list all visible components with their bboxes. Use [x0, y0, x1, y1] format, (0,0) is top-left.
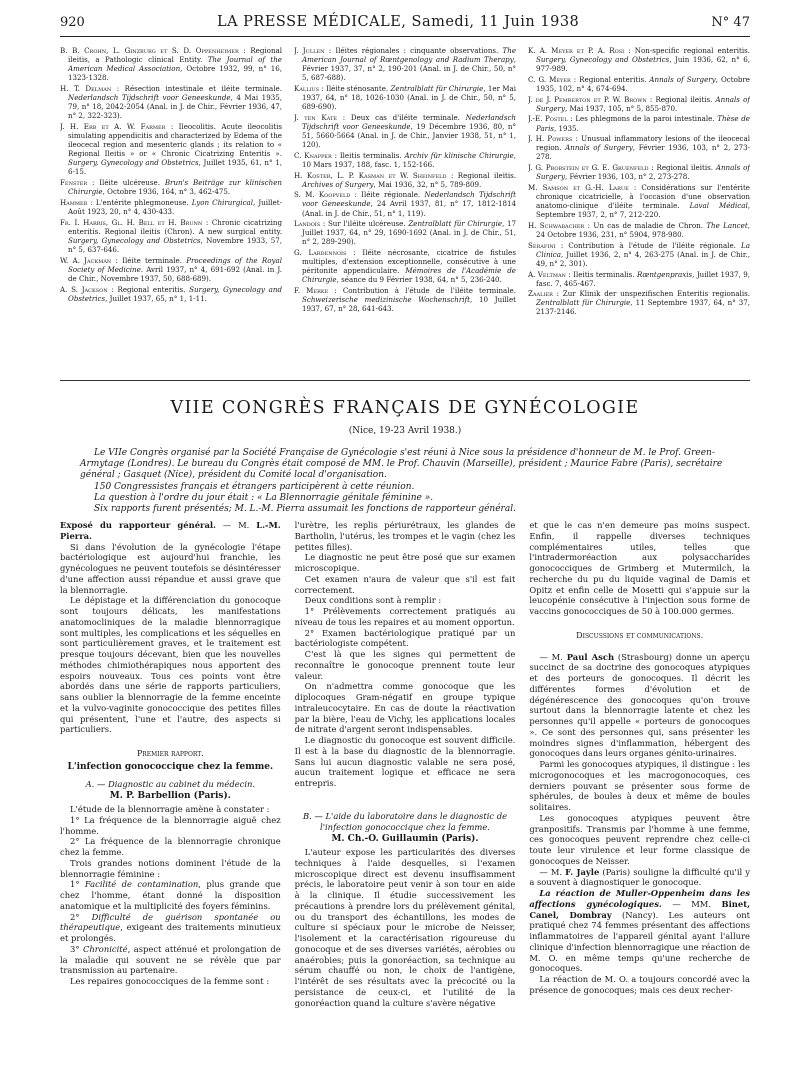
text-run: L'auteur expose les particularités des diverses techniques à l'aide desquelles, si l'examen microscopique direct est devenu insuffisamment précis, le laboratoire peut venir à son tour en aide à la clinique. Il étudie successivement les précautions à prendre lors du prélèvement génital, ou du transport des échantillons, les modes de culture si spéciaux pour le microbe de Neisser, l'isolement et la caractérisation rigoureuse du gonocoque et de ses diverses variétés, aérobies ou anaérobies; puis la gonoréaction, sa technique au sérum chauffé ou non, le choix de l'antigène, l'intérêt de ses résultats avec la précocité ou la persistance de ceux-ci, et l'utilité de la gonoréaction quand la culture s'avère négative — [294, 847, 516, 1008]
text-run: (Paris) souligne la difficulté qu'il y a souvent à diagnostiquer le gonocoque. — [529, 866, 751, 888]
reference-title: : Contribution à l'étude de l'iléite terminale. — [328, 286, 516, 296]
reference-entry — [60, 256, 282, 283]
reference-author: J. de J. Pemberton et P. W. Brown — [528, 94, 647, 104]
reference-author: C. G. Meyer — [528, 74, 571, 84]
bold-run: Paul Asch — [566, 651, 615, 662]
text-run: Le diagnostic ne peut être posé que sur examen microscopique. — [294, 552, 516, 573]
reference-entry — [528, 241, 750, 268]
intro-paragraph: 150 Congressistes français et étrangers participèrent à cette réunion. — [94, 481, 415, 492]
reference-details: , Juillet 1937, 9, fasc. 7, 465-467. — [536, 269, 750, 288]
reference-entry — [528, 270, 750, 288]
text-run: Les repaires gonococciques de la femme sont : — [70, 976, 270, 986]
reference-entry — [60, 178, 282, 196]
reference-title: : Iléite terminale. — [111, 255, 187, 265]
article-paragraph — [529, 888, 750, 974]
reference-journal: La Clinica — [536, 240, 750, 259]
reference-details: , 10 Mars 1937, 188, fasc. 1, 152-166. — [302, 150, 516, 169]
article-body — [60, 520, 750, 1076]
reference-entry — [528, 221, 750, 239]
reference-journal: Surgery, Gynecology and Obstetrics — [536, 55, 670, 65]
reference-author: A. Veltman — [528, 269, 566, 279]
text-run: (Nancy). Les auteurs ont pratiqué chez 74 femmes présentant des affections inflammatoires de l'appareil génital ayant l'allure clinique d'infection blennorragique une réaction de M. O. en même temps qu'une recherche de gonocoques. — [529, 909, 751, 974]
text-run: l'urètre, les replis périurétraux, les glandes de Bartholin, l'utérus, les trompes et le vagin (chez les petites filles). — [294, 520, 516, 552]
text-run: , exigeant des traitements minutieux et prolongés. — [60, 922, 281, 943]
reference-journal: Annals of Surgery — [565, 143, 633, 153]
reference-journal: Zentralblatt für Chirurgie — [390, 83, 484, 93]
reference-title: : Regional enteritis. — [107, 284, 190, 294]
spacer — [60, 735, 281, 743]
reference-title: : Considérations sur l'entérite chronique cicatricielle, à l'occasion d'une observation anatomo-clinique d'iléite terminale. — [536, 182, 750, 211]
intro-paragraph: La question à l'ordre du jour était : « La Blennorragie génitale féminine ». — [94, 492, 434, 503]
text-run: Discussions et communications. — [576, 630, 704, 640]
reference-entry — [294, 171, 516, 189]
text-run: 2° Examen bactériologique pratiqué par un bactériologiste compétent. — [294, 627, 516, 649]
text-run: M. Ch.-O. Guillaumin (Paris). — [331, 834, 479, 845]
reference-entry — [60, 46, 282, 82]
article-paragraph — [60, 944, 281, 976]
reference-details: . Avril 1937, n° 4, 691-692 (Anal. in J. de Chir., Novembre 1937, 50, 688-689). — [68, 264, 282, 283]
reference-journal: Surgery, Gynecology and Obstetrics — [68, 158, 199, 168]
article-paragraph — [295, 847, 516, 1008]
text-run: Cet examen n'aura de valeur que s'il est fait correctement. — [294, 573, 516, 595]
reference-entry — [294, 151, 516, 169]
article-paragraph — [529, 759, 750, 813]
reference-details: , 11 Septembre 1937, 64, n° 37, 2137-2146. — [536, 298, 750, 317]
reference-title: : Sur l'iléite ulcéreuse. — [320, 219, 409, 229]
text-run: , plus grande que chez l'homme, étant donné la disposition anatomique et la multiplicité des foyers féminins. — [60, 879, 281, 911]
reference-author: Serafini — [528, 240, 556, 250]
text-run: Parmi les gonocoques atypiques, il distingue : les microgonocoques et les macrogonocoques, ces derniers pouvant se présenter sous forme de sphérules, de boules à deux et même de boules solitaires. — [529, 759, 751, 812]
reference-title: : Non-specific regional enteritis. — [624, 46, 750, 55]
text-run: La réaction de M. O. a toujours concordé avec la présence de gonocoques; mais ces deux recher- — [529, 974, 751, 995]
text-run: (Strasbourg) donne un aperçu succinct de sa doctrine des gonocoques atypiques et des porteurs de gonocoques. Il décrit les différentes formes d'évolution et de dégénérescence des gonocoques qu'on trouve surtout dans la blennorragie latente et chez les personnes qu'il appelle « porteurs de gonocoques ». Ce sont des personnes qui, sans présenter les moindres signes d'inflammation, hébergent des gonocoques dans leurs organes génito-urinaires. — [529, 651, 751, 759]
article-paragraph — [295, 834, 516, 845]
italic-run: Chronicité — [82, 943, 128, 954]
reference-title: : Les phlegmons de la paroi intestinale. — [567, 114, 718, 124]
reference-entry — [294, 46, 516, 82]
spacer — [295, 789, 516, 797]
references-column-1 — [60, 46, 282, 376]
reference-journal: Nederlandsch Tijdschrift voor Geneeskunde — [302, 190, 516, 209]
congress-subtitle: (Nice, 19-23 Avril 1938.) — [348, 426, 462, 436]
reference-author: J. Jullen — [294, 46, 325, 55]
reference-author: F. Merke — [294, 286, 329, 296]
reference-journal: Nederlandsch Tijdschrift voor Geneeskunde — [302, 112, 516, 131]
article-paragraph — [529, 652, 750, 760]
reference-journal: Schweizerische medizinische Wochenschrift — [302, 295, 471, 305]
reference-author: B. B. Crohn, L. Ginzburg et S. D. Oppenheimer — [60, 46, 239, 55]
reference-journal: Annals of Surgery — [536, 94, 750, 113]
reference-journal: Zentralblatt für Chirurgie — [408, 219, 503, 229]
reference-title: : Ileocolitis. Acute ileocolitis simulating appendicitis and characterized by Edema of the ileocecal region and mesenteric glands ; its relation to « Regional Ileitis » or « Chronic Cicatrizing Enteritis ». — [68, 121, 282, 159]
reference-details: , Octobre 1936, 164, n° 3, 462-475. — [102, 187, 231, 197]
congress-title: VIIE CONGRÈS FRANÇAIS DE GYNÉCOLOGIE — [170, 398, 640, 418]
article-paragraph — [60, 858, 281, 880]
intro-paragraph: Le VIIe Congrès organisé par la Société Française de Gynécologie s'est réuni à Nice sous la présidence d'honneur de M. le Prof. Green-Armytage (Londres). Le bureau du Congrès était composé de MM. le Prof. Chauvin (Marseille), président ; Maurice Fabre (Paris), secrétaire général ; Gasquet (Nice), président du Comité local d'organisation. — [80, 448, 723, 481]
reference-title: : Iléite régionale. — [350, 190, 425, 200]
article-paragraph — [60, 912, 281, 944]
reference-entry — [60, 122, 282, 177]
text-run: Premier rapport. — [136, 749, 204, 758]
reference-author: Fenster — [60, 178, 88, 188]
text-run: — M. — [215, 520, 257, 530]
article-column-1 — [60, 520, 281, 1076]
article-column-3 — [529, 520, 750, 1076]
reference-journal: Archiv für klinische Chirurgie — [404, 150, 514, 160]
reference-journal: Archives of Surgery — [302, 179, 374, 189]
article-paragraph — [529, 520, 750, 617]
text-run: Trois grandes notions dominent l'étude de la blennorragie féminine : — [60, 857, 281, 879]
reference-title: : Résection intestinale et iléite terminale. — [111, 83, 282, 93]
reference-title: : Deux cas d'iléite terminale. — [337, 112, 466, 122]
bold-run: Exposé du rapporteur général. — [60, 520, 216, 530]
reference-journal: Rœntgenpraxis — [636, 269, 693, 279]
reference-journal: Annals of Surgery — [536, 163, 750, 182]
reference-author: Landois — [294, 219, 321, 229]
reference-title: : Unusual inflammatory lesions of the ileocecal region. — [536, 134, 750, 153]
reference-author: H. Schwabacher — [528, 220, 585, 230]
article-paragraph — [60, 779, 281, 790]
reference-details: , Mai 1937, 105, n° 5, 855-870. — [564, 103, 678, 113]
references-column-3 — [528, 46, 750, 376]
reference-title: : L'entérite phlegmoneuse. — [87, 197, 192, 207]
reference-details: , 24 Avril 1937, 81, n° 17, 1812-1814 (Anal. in J. de Chir., 51, n° 1, 119). — [302, 199, 516, 218]
article-paragraph — [60, 879, 281, 911]
reference-journal: Mémoires de l'Académie de Chirurgie — [302, 266, 516, 285]
spacer — [529, 617, 750, 625]
reference-journal: The American Journal of Rœntgenology and Radium Therapy — [302, 46, 516, 65]
reference-entry — [294, 190, 516, 217]
text-run: et que le cas n'en demeure pas moins suspect. Enfin, il rappelle diverses techniques complémentaires utiles, telles que l'intradermoréaction aux polysaccharides gonococciques de Grimberg et Mutermilch, la recherche du pu du liquide vaginal de Damis et Opitz et enfin celle de Mosetti qui s'appuie sur la leucopénie consécutive à l'injection sous forme de vaccins gonococciques de 50 à 100.000 germes. — [529, 520, 751, 616]
reference-details: , 4 Mai 1935, 79, n° 18, 2042-2054 (Anal. in J. de Chir., Février 1936, 47, n° 2, 322-323). — [68, 93, 282, 121]
reference-entry — [294, 286, 516, 313]
reference-entry — [294, 84, 516, 111]
journal-title: LA PRESSE MÉDICALE, Samedi, 11 Juin 1938 — [216, 14, 580, 30]
article-paragraph — [60, 815, 281, 837]
text-run: On n'admettra comme gonocoque que les diplocoques Gram-négatif en groupe typique intraleucocytaire. En cas de doute la réactivation par la bière, l'eau de Vichy, les applications locales de nitrate d'argent seront indispensables. — [294, 681, 516, 735]
spacer — [529, 644, 750, 652]
reference-author: A. S. Jackson — [60, 284, 108, 294]
reference-title: : Contribution à l'étude de l'iléite régionale. — [555, 240, 742, 250]
spacer — [295, 797, 516, 805]
reference-entry — [60, 198, 282, 216]
reference-entry — [60, 285, 282, 303]
text-run: 1° Prélèvements correctement pratiqués au niveau de tous les repaires et au moment opportun. — [294, 606, 516, 627]
reference-details: , 24 Octobre 1936, 231, n° 5904, 978-980. — [536, 220, 750, 239]
italic-run: Facilité de contamination — [84, 879, 199, 890]
reference-details: , Octobre 1935, 102, n° 4, 674-694. — [536, 74, 750, 93]
reference-details: , 19 Décembre 1936, 80, n° 51, 5660-5664 (Anal. in J. de Chir., Janvier 1938, 51, n° 1, 120). — [302, 121, 516, 150]
reference-author: J.-E. Postel — [528, 114, 568, 124]
reference-entry — [528, 134, 750, 161]
reference-journal: Thèse de Paris — [536, 114, 750, 133]
bold-italic-run: La réaction de Muller-Oppenheim dans les affections gynécologiques. — [529, 888, 751, 909]
reference-journal: The Lancet — [706, 220, 748, 230]
reference-entry — [60, 84, 282, 120]
reference-author: W. A. Jackman — [60, 255, 112, 265]
page-number: 920 — [60, 14, 85, 30]
reference-details: , 1935. — [553, 123, 579, 133]
article-paragraph — [295, 520, 516, 552]
bold-run: F. Jayle — [565, 866, 600, 877]
reference-details: , Juillet 1936, 2, n° 4, 263-275 (Anal. in J. de Chir., 49, n° 2, 301). — [536, 249, 750, 268]
article-paragraph — [529, 867, 750, 889]
reference-details: , séance du 9 Février 1938, 64, n° 5, 236-240. — [336, 275, 502, 285]
text-run: B. — L'aide du laboratoire dans le diagnostic de l'infection gonococcique chez la femme. — [302, 810, 508, 832]
article-paragraph — [60, 976, 281, 987]
article-paragraph — [295, 552, 516, 574]
reference-title: : Regional ileitis, a Pathologic clinical Entity. — [68, 46, 282, 65]
reference-author: J. ten Kate — [294, 112, 338, 122]
italic-run: Difficulté de guérison spontanée ou thérapeutique — [60, 911, 281, 933]
reference-author: M. Samson et G.-H. Larue — [528, 182, 629, 192]
reference-author: K. A. Meyer et P. A. Rosi — [528, 46, 625, 55]
issue-number: N° 47 — [711, 14, 750, 30]
reference-title: : Chronic cicatrizing enteritis. Regional ileitis (Chron). A new surgical entity. — [68, 217, 282, 236]
reference-entry — [528, 114, 750, 132]
reference-title: : Iléite nécrosante, cicatrice de fistules multiples, d'extension exceptionnelle, consécutive à une péritonite appendiculaire. — [302, 248, 516, 276]
reference-entry — [528, 289, 750, 316]
article-paragraph — [60, 791, 281, 802]
reference-title: : Un cas de maladie de Chron. — [584, 220, 707, 230]
reference-author: H. Koster, L. P. Kasman et W. Sheinfeld — [294, 170, 447, 180]
reference-journal: Proceedings of the Royal Society of Medicine — [68, 255, 282, 274]
reference-details: , Juillet 1935, 61, n° 1, 6-15. — [68, 158, 282, 177]
reference-journal: Laval Médical — [689, 201, 748, 211]
text-run: Les gonocoques atypiques peuvent être granpositifs. Transmis par l'homme à une femme, ces gonocoques peuvent reprendre chez celle-ci toute leur virulence et leur forme classique de gonocoques de Neisser. — [529, 812, 751, 866]
bold-run: Binet, Canel, Dombray — [529, 898, 750, 920]
text-run: 1° La fréquence de la blennorragie aiguë chez l'homme. — [60, 814, 281, 836]
reference-title: : Iléite sténosante. — [319, 83, 391, 93]
reference-details: , Septembre 1937, 2, n° 7, 212-220. — [536, 201, 750, 220]
reference-journal: Brun's Beiträge zur klinischen Chirurgie — [68, 178, 282, 197]
reference-title: : Iléites régionales : cinquante observations. — [324, 46, 503, 55]
reference-entry — [294, 113, 516, 149]
article-column-2 — [295, 520, 516, 1076]
reference-entry — [528, 46, 750, 73]
reference-entry — [528, 75, 750, 93]
text-run: 1° — [70, 879, 85, 890]
reference-author: J. H. Powers — [528, 134, 573, 144]
reference-details: , Juin 1936, 62, n° 6, 977-989. — [536, 55, 750, 74]
bold-run: L.-M. Pierra. — [60, 520, 281, 541]
text-run: L'infection gonococcique chez la femme. — [67, 761, 274, 772]
intro-paragraph: Six rapports furent présentés; M. L.-M. Pierra assumait les fonctions de rapporteur général. — [94, 504, 516, 515]
text-run: C'est là que les signes qui permettent de reconnaître le gonocoque prennent toute leur valeur. — [294, 649, 516, 681]
reference-details: , Juillet-Août 1923, 20, n° 4, 430-433. — [68, 197, 282, 216]
text-run: — M. — [539, 866, 566, 877]
reference-details: , 17 Juillet 1937, 64, n° 29, 1690-1692 (Anal. in J. de Chir., 51, n° 2, 289-290). — [302, 219, 516, 247]
text-run: 2° La fréquence de la blennorragie chronique chez la femme. — [60, 836, 281, 857]
reference-journal: Nederlandsch Tijdschrift voor Geneeskunde — [68, 93, 231, 103]
reference-details: , Février 1936, 103, n° 2, 273-278. — [536, 143, 750, 162]
article-paragraph — [295, 681, 516, 735]
article-paragraph — [295, 735, 516, 789]
reference-entry — [294, 219, 516, 246]
reference-title: : Ileitis terminalis. — [565, 269, 637, 279]
text-run: Si dans l'évolution de la gynécologie l'étape bactériologique est aujourd'hui franchie, les gynécologues ne peuvent toutefois se désintéresser d'une affection aussi répandue et aussi grave que la blennorragie. — [60, 541, 281, 595]
article-paragraph — [529, 631, 750, 642]
reference-entry — [60, 218, 282, 254]
reference-author: C. Knapper — [294, 150, 332, 160]
article-paragraph — [529, 813, 750, 867]
reference-author: Fr. I. Harris, Gl. H. Bell et H. Brunn — [60, 217, 203, 227]
reference-author: H. T. Delman — [60, 83, 112, 93]
reference-journal: Zentralblatt für Chirurgie — [536, 298, 631, 308]
article-paragraph — [60, 520, 281, 542]
section-divider — [60, 380, 750, 381]
reference-entry — [528, 183, 750, 219]
reference-journal: Surgery, Gynecology and Obstetrics — [68, 284, 282, 303]
article-paragraph — [295, 628, 516, 650]
reference-journal: Annals of Surgery — [649, 74, 716, 84]
text-run: — M. — [539, 651, 567, 662]
reference-details: , 1er Mai 1937, 64, n° 18, 1026-1030 (Anal. in J. de Chir., 50, n° 5, 689-690). — [302, 83, 516, 112]
references — [60, 46, 750, 376]
reference-title: : Regional ileitis. — [646, 94, 716, 104]
article-paragraph — [295, 574, 516, 596]
reference-details: , Octobre 1932, 99, n° 16, 1323-1328. — [68, 64, 282, 83]
article-paragraph — [60, 804, 281, 815]
reference-title: : Zur Klinik der unspezifischen Enteritis regionalis. — [552, 289, 750, 299]
article-paragraph — [295, 595, 516, 606]
text-run: 2° — [70, 911, 92, 922]
reference-author: J. G. Probstein et G. E. Gruenfeld — [528, 163, 649, 173]
reference-author: G. Lardennois — [294, 248, 347, 258]
reference-details: , Mai 1936, 32, n° 5, 789-809. — [373, 179, 482, 189]
reference-details: , 10 Juillet 1937, 67, n° 28, 641-643. — [302, 295, 516, 314]
references-column-2 — [294, 46, 516, 376]
reference-entry — [528, 95, 750, 113]
reference-journal: Surgery, Gynecology and Obstetrics — [68, 235, 201, 245]
article-paragraph — [60, 749, 281, 760]
reference-author: S. M. Koopveld — [294, 190, 351, 200]
reference-author: J. H. Erb et A. W. Farmer — [60, 121, 166, 131]
text-run: M. P. Barbellion (Paris). — [109, 791, 231, 802]
reference-author: Kallius — [294, 83, 320, 93]
text-run: Le dépistage et la différenciation du gonocoque sont toujours délicats, les manifestations anatomocliniques de la maladie blennorragique sont multiples, les complications et les séquelles en sont particulièrement graves, et le traitement est presque toujours décevant, bien que les nouvelles méthodes chimiothérapiques nous apportent des espoirs nouveaux. Tous ces points vont être abordés dans une série de rapports particuliers, sans oublier la blennorragie de la femme enceinte et la vulvo-vaginite gonococcique des petites filles qui présentent, l'une et l'autre, des aspects si particuliers. — [60, 595, 281, 735]
reference-journal: The Journal of the American Medical Association — [68, 55, 282, 74]
reference-title: : Regional ileitis. — [648, 163, 716, 173]
article-paragraph — [295, 606, 516, 628]
page-header — [60, 8, 750, 37]
reference-title: : Iléite ulcéreuse. — [87, 178, 165, 188]
article-paragraph — [60, 762, 281, 773]
reference-details: , Novembre 1933, 57, n° 5, 637-646. — [68, 235, 282, 254]
text-run: Deux conditions sont à remplir : — [304, 595, 442, 606]
text-run: A. — Diagnostic au cabinet du médecin. — [85, 778, 256, 789]
article-paragraph — [60, 542, 281, 596]
reference-title: : Regional enteritis. — [570, 74, 650, 84]
reference-journal: Lyon Chirurgical — [191, 197, 254, 207]
reference-author: Zaalier — [528, 289, 553, 299]
congress-intro — [80, 448, 740, 515]
article-paragraph — [529, 974, 750, 996]
article-paragraph — [60, 836, 281, 858]
text-run: — MM. — [661, 898, 722, 909]
text-run: L'étude de la blennorragie amène à constater : — [70, 804, 270, 814]
text-run: Le diagnostic du gonocoque est souvent difficile. Il est à la base du diagnostic de la blennorragie. Sans lui aucun diagnostic valable ne sera posé, aucun traitement logique et efficace ne sera entrepris. — [294, 735, 516, 788]
text-run: , aspect atténué et prolongation de la maladie qui souvent ne se révèle que par transmission au partenaire. — [60, 943, 281, 976]
reference-title: : Ileitis terminalis. — [331, 150, 405, 160]
article-paragraph — [295, 811, 516, 833]
reference-title: : Regional ileitis. — [446, 170, 516, 180]
reference-details: , Juillet 1937, 65, n° 1, 1-11. — [105, 293, 207, 303]
reference-entry — [528, 163, 750, 181]
article-paragraph — [295, 649, 516, 681]
article-paragraph — [60, 595, 281, 735]
reference-details: , Février 1936, 103, n° 2, 273-278. — [564, 172, 690, 182]
text-run: 3° — [70, 943, 83, 954]
reference-entry — [294, 248, 516, 284]
reference-details: , Février 1937, 37, n° 2, 190-201 (Anal. in J. de Chir., 50, n° 5, 687-688). — [302, 55, 516, 83]
reference-author: Hammer — [60, 197, 88, 207]
